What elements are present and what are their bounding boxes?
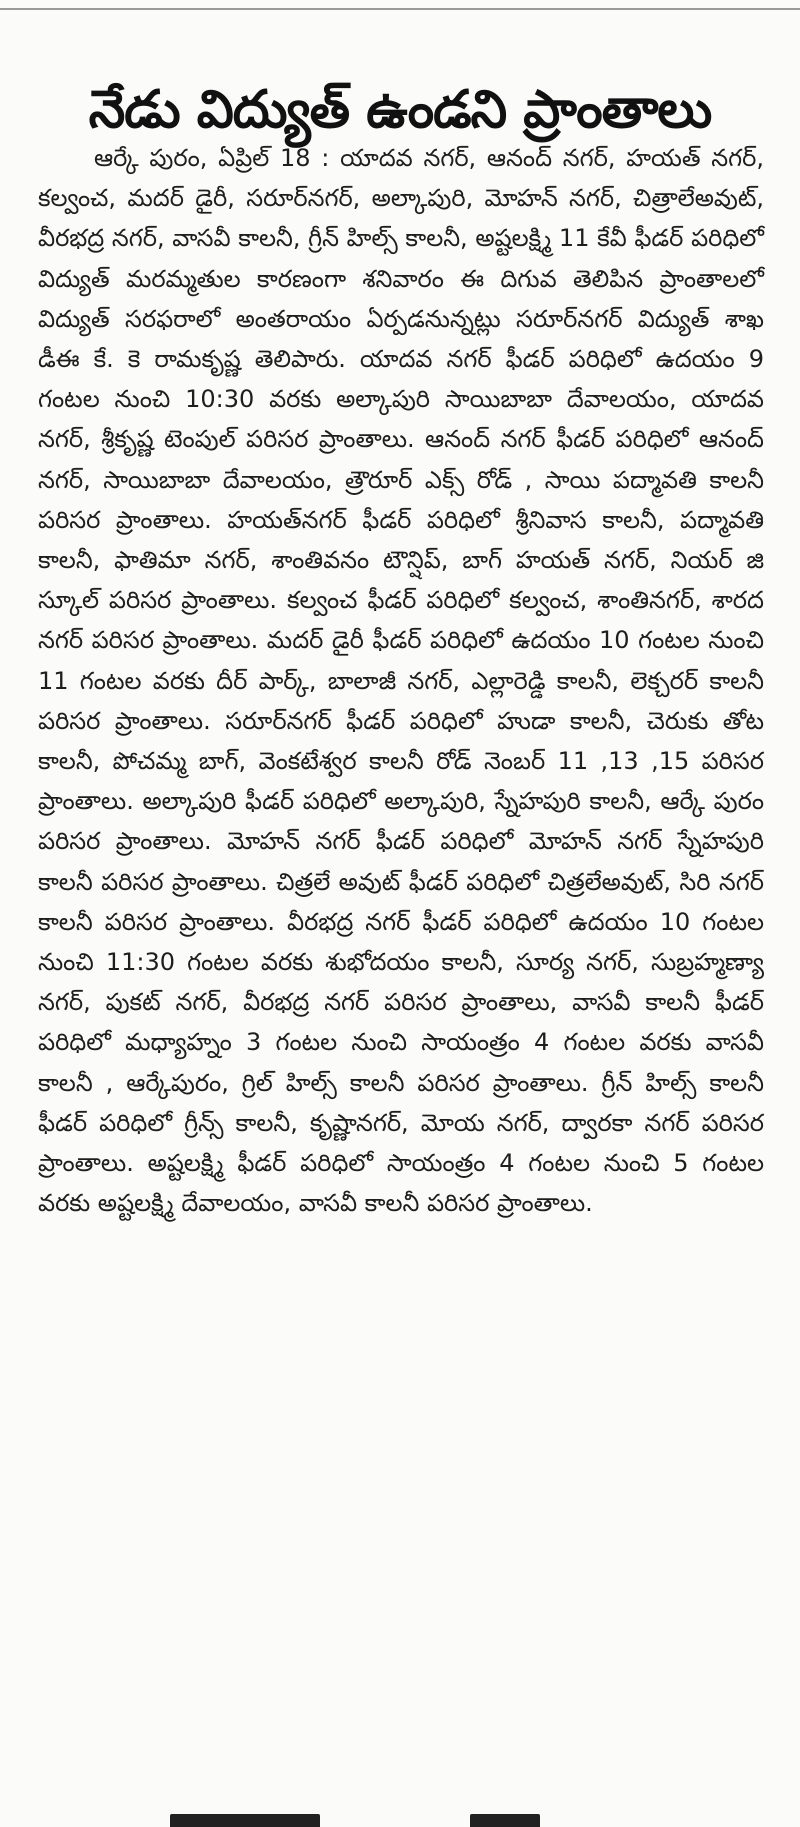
cropped-text-fragment [470, 1814, 540, 1827]
top-border-rule [0, 8, 800, 10]
headline: నేడు విద్యుత్ ఉండని ప్రాంతాలు [88, 79, 712, 140]
article-text: యాదవ నగర్, ఆనంద్ నగర్, హయత్ నగర్, కల్వంచ, మదర్ డైరీ, సరూర్‌నగర్, అల్కాపురి, మోహన్ నగర్, చిత్రాలేఅవుట్, వీరభద్ర నగర్, వాసవీ కాలనీ, గ్రీన్ హిల్స్ కాలనీ, అష్టలక్ష్మి 11 కేవీ ఫీడర్ పరిధిలో విద్యుత్ మరమ్మతుల కారణంగా శనివారం ఈ దిగువ తెలిపిన ప్రాంతాలలో విద్యుత్ సరఫరాలో అంతరాయం ఏర్పడనున్నట్లు సరూర్‌నగర్ విద్యుత్ శాఖ డీఈ కే. కె రామకృష్ణ తెలిపారు. యాదవ నగర్ ఫీడర్ పరిధిలో ఉదయం 9 గంటల నుంచి 10:30 వరకు అల్కాపురి సాయిబాబా దేవాలయం, యాదవ నగర్, శ్రీకృష్ణ టెంపుల్ పరిసర ప్రాంతాలు. ఆనంద్ నగర్ ఫీడర్ పరిధిలో ఆనంద్ నగర్, సాయిబాబా దేవాలయం, త్రౌరూర్ ఎక్స్ రోడ్ , సాయి పద్మావతి కాలనీ పరిసర ప్రాంతాలు. హయత్‌నగర్ ఫీడర్ పరిధిలో శ్రీనివాస కాలనీ, పద్మావతి కాలనీ, ఫాతిమా నగర్, శాంతివనం టౌన్షిప్, బాగ్ హయత్ నగర్, నియర్ జి స్కూల్ పరిసర ప్రాంతాలు. కల్వంచ ఫీడర్ పరిధిలో కల్వంచ, శాంతినగర్, శారద నగర్ పరిసర ప్రాంతాలు. మదర్ డైరీ ఫీడర్ పరిధిలో ఉదయం 10 గంటల నుంచి 11 గంటల వరకు దీర్ పార్క్, బాలాజీ నగర్, ఎల్లారెడ్డి కాలనీ, లెక్చరర్ కాలనీ పరిసర ప్రాంతాలు. సరూర్‌నగర్ ఫీడర్ పరిధిలో హుడా కాలనీ, చెరుకు తోట కాలనీ, పోచమ్మ బాగ్, వెంకటేశ్వర కాలనీ రోడ్ నెంబర్ 11 ,13 ,15 పరిసర ప్రాంతాలు. అల్కాపురి ఫీడర్ పరిధిలో అల్కాపురి, స్నేహపురి కాలనీ, ఆర్కే పురం పరిసర ప్రాంతాలు. మోహన్ నగర్ ఫీడర్ పరిధిలో మోహన్ నగర్ స్నేహపురి కాలనీ పరిసర ప్రాంతాలు. చిత్రలే అవుట్ ఫీడర్ పరిధిలో చిత్రలేఅవుట్, సిరి నగర్ కాలనీ పరిసర ప్రాంతాలు. వీరభద్ర నగర్ ఫీడర్ పరిధిలో ఉదయం 10 గంటల నుంచి 11:30 గంటల వరకు శుభోదయం కాలనీ, సూర్య నగర్, సుబ్రహ్మణ్యా నగర్, పుకట్ నగర్, వీరభద్ర నగర్ పరిసర ప్రాంతాలు, వాసవీ కాలనీ ఫీడర్ పరిధిలో మధ్యాహ్నం 3 గంటల నుంచి సాయంత్రం 4 గంటల వరకు వాసవీ కాలనీ , ఆర్కేపురం, గ్రిల్ హిల్స్ కాలనీ పరిసర ప్రాంతాలు. గ్రీన్ హిల్స్ కాలనీ ఫీడర్ పరిధిలో గ్రీన్స్ కాలనీ, కృష్ణానగర్, మోయ నగర్, ద్వారకా నగర్ పరిసర ప్రాంతాలు. అష్టలక్ష్మి ఫీడర్ పరిధిలో సాయంత్రం 4 గంటల నుంచి 5 గంటల వరకు అష్టలక్ష్మి దేవాలయం, వాసవీ కాలనీ పరిసర ప్రాంతాలు. [38, 144, 764, 1218]
next-headline-fragment [0, 1800, 800, 1827]
dateline: ఆర్కే పురం, ఏప్రిల్ 18 : [94, 144, 330, 172]
cropped-text-fragment [170, 1814, 320, 1827]
article-body [38, 138, 764, 1223]
